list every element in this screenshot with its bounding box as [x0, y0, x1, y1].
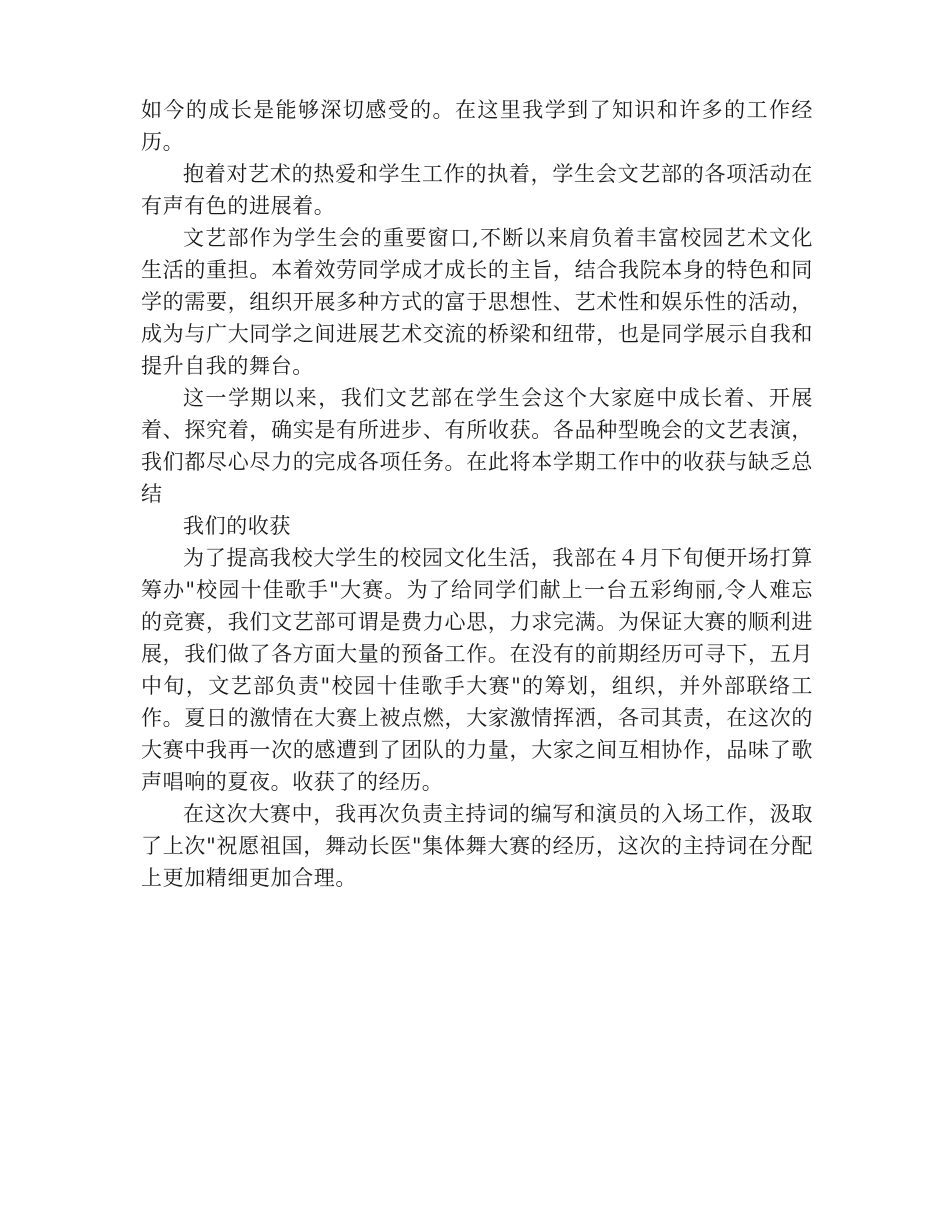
section-heading-harvest: 我们的收获: [183, 514, 291, 538]
document-body: [141, 94, 813, 894]
paragraph-3: 文艺部作为学生会的重要窗口,不断以来肩负着丰富校园艺术文化生活的重担。本着效劳同学成才成长的主旨，结合我院本身的特色和同学的需要，组织开展多种方式的富于思想性、艺术性和娱乐性的活动，成为与广大同学之间进展艺术交流的桥梁和纽带，也是同学展示自我和提升自我的舞台。: [141, 226, 813, 378]
paragraph-6: 在这次大赛中，我再次负责主持词的编写和演员的入场工作，汲取了上次"祝愿祖国，舞动长医"集体舞大赛的经历，这次的主持词在分配上更加精细更加合理。: [141, 802, 813, 890]
paragraph-4: 这一学期以来，我们文艺部在学生会这个大家庭中成长着、开展着、探究着，确实是有所进步、有所收获。各品种型晚会的文艺表演，我们都尽心尽力的完成各项任务。在此将本学期工作中的收获与缺乏总结: [141, 386, 813, 506]
paragraph-2: 抱着对艺术的热爱和学生工作的执着，学生会文艺部的各项活动在有声有色的进展着。: [141, 162, 813, 218]
paragraph-5: 为了提高我校大学生的校园文化生活，我部在４月下旬便开场打算筹办"校园十佳歌手"大赛。为了给同学们献上一台五彩绚丽,令人难忘的竞赛，我们文艺部可谓是费力心思，力求完满。为保证大赛的顺利进展，我们做了各方面大量的预备工作。在没有的前期经历可寻下，五月中旬，文艺部负责"校园十佳歌手大赛"的筹划，组织，并外部联络工作。夏日的激情在大赛上被点燃，大家激情挥洒，各司其责，在这次的大赛中我再一次的感遭到了团队的力量，大家之间互相协作，品味了歌声唱响的夏夜。收获了的经历。: [141, 546, 813, 794]
paragraph-1: 如今的成长是能够深切感受的。在这里我学到了知识和许多的工作经历。: [141, 98, 813, 154]
